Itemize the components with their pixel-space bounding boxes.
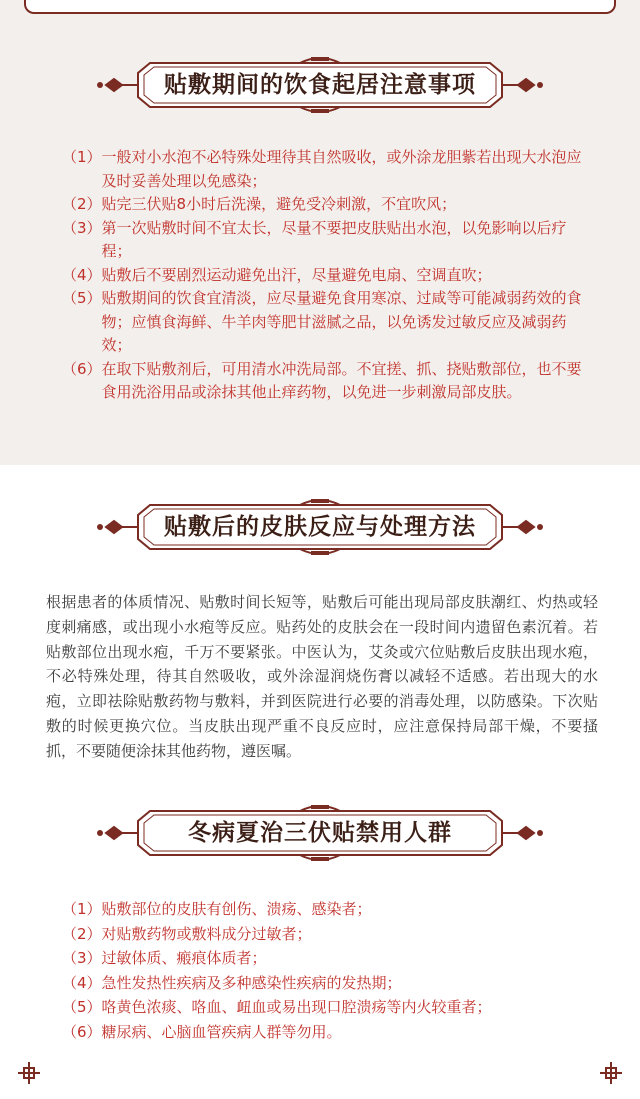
section-2-banner	[0, 497, 640, 557]
precautions-list	[62, 146, 592, 405]
contraindications-list	[62, 897, 592, 1044]
list-item: （2） 贴完三伏贴8小时后洗澡，避免受冷刺激，不宜吹风；	[62, 195, 457, 213]
list-item: （3） 过敏体质、瘢痕体质者；	[62, 949, 267, 967]
section-1-title: 贴敷期间的饮食起居注意事项	[164, 71, 476, 98]
previous-card-bottom	[24, 0, 616, 14]
list-item: （3） 第一次贴敷时间不宜太长，尽量不要把皮肤贴出水泡，以免影响以后疗程；	[62, 218, 567, 260]
list-item: （4） 贴敷后不要剧烈运动避免出汗，尽量避免电扇、空调直吹；	[62, 265, 492, 284]
section-3-title: 冬病夏治三伏贴禁用人群	[188, 819, 452, 846]
list-item: （6） 在取下贴敷剂后，可用清水冲洗局部。不宜搓、抓、挠贴敷部位，也不要食用洗浴用品或涂抹其他止痒药物，以免进一步刺激局部皮肤。	[62, 359, 582, 401]
corner-ornament-icon	[18, 1062, 40, 1084]
list-item: （4） 急性发热性疾病及多种感染性疾病的发热期；	[62, 973, 402, 992]
list-item: （5） 咯黄色浓痰、咯血、衄血或易出现口腔溃疡等内火较重者；	[62, 998, 492, 1016]
section-1-banner	[0, 55, 640, 115]
skin-reaction-paragraph: 根据患者的体质情况、贴敷时间长短等，贴敷后可能出现局部皮肤潮红、灼热或轻度刺痛感，或出现小水疱等反应。贴药处的皮肤会在一段时间内遗留色素沉着。若贴敷部位出现水疱，千万不要紧张。中医认为，艾灸或穴位贴敷后皮肤出现水疱，不必特殊处理，待其自然吸收，或外涂湿润烧伤膏以减轻不适感。若出现大的水疱，立即祛除贴敷药物与敷料，并到医院进行必要的消毒处理，以防感染。下次贴敷的时候更换穴位。当皮肤出现严重不良反应时，应注意保持局部干燥，不要搔抓，不要随便涂抹其他药物，遵医嘱。	[46, 593, 598, 760]
corner-ornament-icon	[600, 1062, 622, 1084]
list-item: （5） 贴敷期间的饮食宜清淡，应尽量避免食用寒凉、过咸等可能减弱药效的食物；应慎食海鲜、牛羊肉等肥甘滋腻之品，以免诱发过敏反应及减弱药效；	[62, 289, 582, 354]
section-3-banner	[0, 803, 640, 863]
list-item: （1） 一般对小水泡不必特殊处理待其自然吸收，或外涂龙胆紫若出现大水泡应及时妥善处理以免感染；	[62, 148, 582, 190]
section-2-title: 贴敷后的皮肤反应与处理方法	[164, 513, 476, 540]
list-item: （2） 对贴敷药物或敷料成分过敏者；	[62, 924, 312, 943]
list-item: （1） 贴敷部位的皮肤有创伤、溃疡、感染者；	[62, 900, 372, 918]
list-item: （6） 糖尿病、心脑血管疾病人群等勿用。	[62, 1022, 342, 1041]
